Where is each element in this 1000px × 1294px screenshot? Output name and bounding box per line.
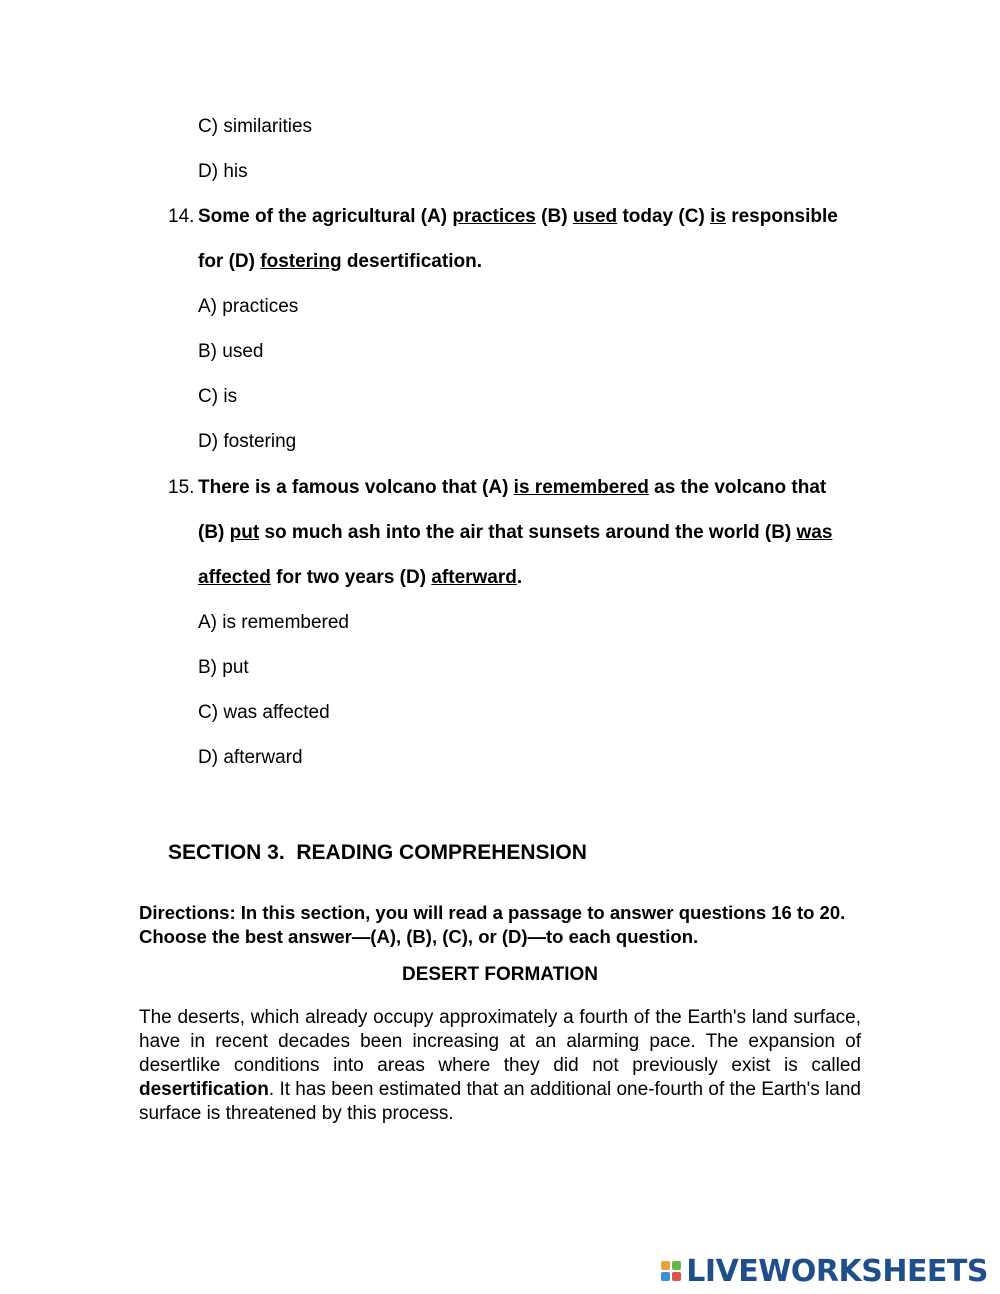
option-text: afterward xyxy=(223,747,303,768)
option-letter: A) xyxy=(198,612,217,633)
logo-mark-square xyxy=(661,1261,670,1270)
q15-number: 15. xyxy=(168,477,195,498)
brand-name: LIVEWORKSHEETS xyxy=(686,1253,988,1289)
underlined-choice-a: practices xyxy=(452,206,536,227)
underlined-choice-d: fostering xyxy=(260,251,342,272)
option-letter: D) xyxy=(198,161,219,182)
option-text: fostering xyxy=(223,431,297,452)
option-letter: C) xyxy=(198,702,219,723)
q13-option-c xyxy=(198,116,312,138)
stem-text: for (D) xyxy=(198,251,261,272)
q15-option-c xyxy=(198,702,330,724)
liveworksheets-logo xyxy=(661,1253,988,1289)
underlined-choice-c-part1: was xyxy=(796,522,833,543)
stem-text: so much ash into the air that sunsets around the world (B) xyxy=(259,522,797,543)
stem-text: for two years (D) xyxy=(270,567,432,588)
underlined-choice-a: is remembered xyxy=(513,477,649,498)
stem-text: as the volcano that xyxy=(648,477,827,498)
stem-text: Some of the agricultural (A) xyxy=(198,206,453,227)
logo-mark-square xyxy=(661,1272,670,1281)
q15-option-a xyxy=(198,612,349,634)
q14-option-a xyxy=(198,296,298,318)
q14-stem-line2 xyxy=(198,251,482,273)
passage-text-part: The deserts, which already occupy approximately a fourth of the Earth's land surface, have in recent decades been increasing at an alarming pace. The expansion of desertlike conditions into areas where they did not previously exist is called xyxy=(139,1007,861,1076)
section-directions: Directions: In this section, you will read a passage to answer questions 16 to 20. Choose the best answer—(A), (B), (C), or (D)—to each question. xyxy=(139,902,846,947)
passage-text-part: . It has been estimated that an additional one-fourth of the Earth's land surface is threatened by this process. xyxy=(139,1079,861,1124)
stem-text: responsible xyxy=(725,206,838,227)
passage-text xyxy=(139,1006,861,1126)
underlined-choice-b: put xyxy=(229,522,260,543)
passage-title: DESERT FORMATION xyxy=(402,964,598,985)
stem-text: today (C) xyxy=(617,206,711,227)
q14-number: 14. xyxy=(168,206,195,227)
option-letter: D) xyxy=(198,431,219,452)
option-text: was affected xyxy=(223,702,330,723)
q15-stem-line3 xyxy=(198,567,522,589)
q15-stem-line2 xyxy=(198,522,832,544)
stem-text: desertification. xyxy=(341,251,482,272)
option-letter: A) xyxy=(198,296,217,317)
q14-option-c xyxy=(198,386,237,408)
q15-option-d xyxy=(198,747,303,769)
underlined-choice-d: afterward xyxy=(431,567,517,588)
key-term: desertification xyxy=(139,1079,269,1100)
option-letter: D) xyxy=(198,747,219,768)
option-text: put xyxy=(222,657,249,678)
q14-option-d xyxy=(198,431,296,453)
underlined-choice-c-part2: affected xyxy=(198,567,271,588)
logo-mark-square xyxy=(672,1272,681,1281)
q14-option-b xyxy=(198,341,263,363)
option-letter: C) xyxy=(198,116,219,137)
option-text: his xyxy=(223,161,248,182)
option-text: is remembered xyxy=(222,612,349,633)
stem-text: . xyxy=(516,567,523,588)
option-text: similarities xyxy=(223,116,313,137)
q15-option-b xyxy=(198,657,249,679)
q13-option-d xyxy=(198,161,248,183)
stem-text: (B) xyxy=(535,206,573,227)
underlined-choice-c: is xyxy=(710,206,726,227)
section-title: SECTION 3. READING COMPREHENSION xyxy=(168,841,587,864)
stem-text: There is a famous volcano that (A) xyxy=(198,477,514,498)
option-letter: C) xyxy=(198,386,219,407)
stem-text: (B) xyxy=(198,522,230,543)
option-text: is xyxy=(223,386,238,407)
option-letter: B) xyxy=(198,341,217,362)
option-letter: B) xyxy=(198,657,217,678)
option-text: practices xyxy=(222,296,299,317)
q14-stem-line1 xyxy=(198,206,838,228)
liveworksheets-logo-mark-icon xyxy=(661,1261,681,1281)
option-text: used xyxy=(222,341,264,362)
logo-mark-square xyxy=(672,1261,681,1270)
q15-stem-line1 xyxy=(198,477,826,499)
underlined-choice-b: used xyxy=(572,206,618,227)
